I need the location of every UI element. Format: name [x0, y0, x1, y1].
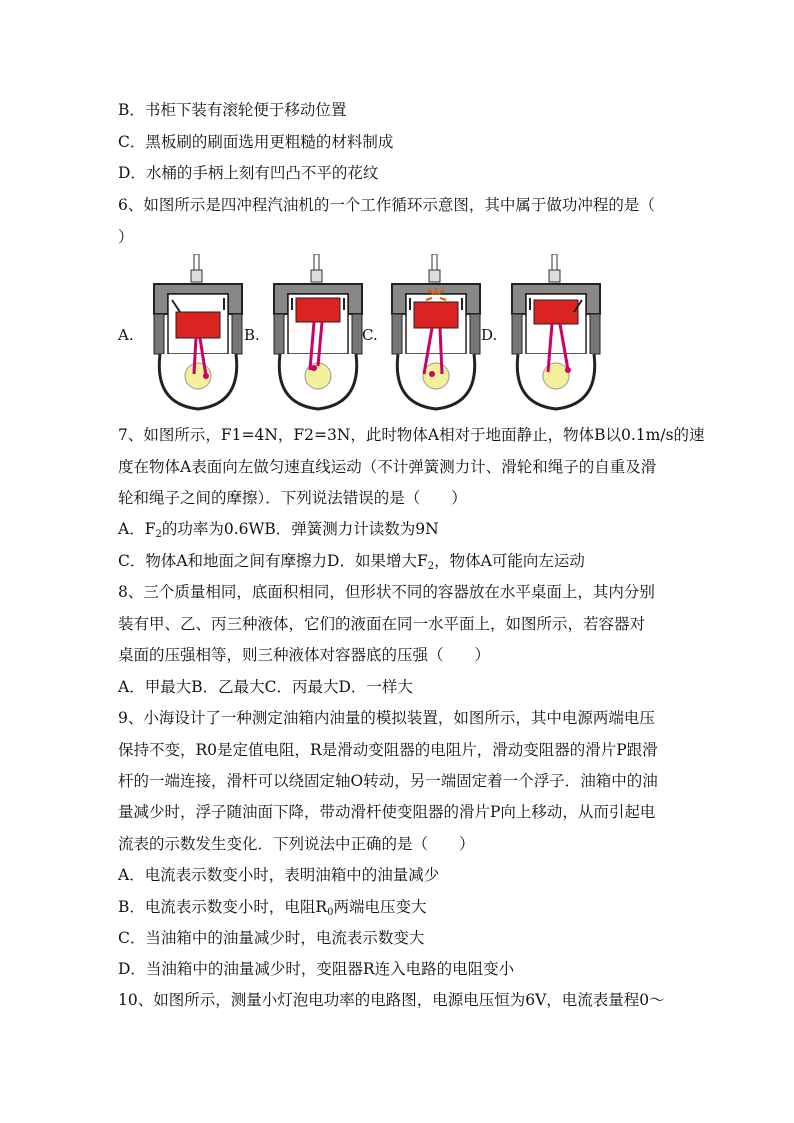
option-d-bucket-handle: D．水桶的手柄上刻有凹凸不平的花纹	[118, 164, 379, 182]
figure-label-a: A.	[118, 326, 134, 344]
q9-opt-b-prefix: B．电流表示数变小时，电阻R	[118, 898, 328, 916]
question-9-option-d: D．当油箱中的油量减少时，变阻器R连入电路的电阻变小	[118, 960, 515, 978]
engine-diagram-a	[150, 254, 254, 414]
engine-diagram-d	[508, 254, 612, 414]
question-9-stem-line3: 杆的一端连接，滑杆可以绕固定轴O转动，另一端固定着一个浮子．油箱中的油	[118, 772, 658, 790]
q7-opt-a-rest: 的功率为0.6WB．弹簧测力计读数为9N	[161, 520, 439, 538]
question-7-stem-line3: 轮和绳子之间的摩擦）．下列说法错误的是（ ）	[118, 489, 467, 507]
question-9-stem-line1: 9、小海设计了一种测定油箱内油量的模拟装置，如图所示，其中电源两端电压	[118, 709, 655, 727]
question-7-stem-line1: 7、如图所示，F1=4N，F2=3N，此时物体A相对于地面静止，物体B以0.1m/s的速	[118, 426, 705, 444]
question-6-stem-end: ）	[118, 228, 134, 246]
q7-opt-d-rest: ，物体A可能向左运动	[434, 552, 585, 570]
question-7-stem-line2: 度在物体A表面向左做匀速直线运动（不计弹簧测力计、滑轮和绳子的自重及滑	[118, 458, 657, 476]
question-8-options: A．甲最大B．乙最大C．丙最大D．一样大	[118, 678, 413, 696]
question-6-stem: 6、如图所示是四冲程汽油机的一个工作循环示意图，其中属于做功冲程的是（	[118, 196, 655, 214]
question-8-stem-line1: 8、三个质量相同，底面积相同，但形状不同的容器放在水平桌面上，其内分别	[118, 583, 655, 601]
question-8-stem-line3: 桌面的压强相等，则三种液体对容器底的压强（ ）	[118, 646, 491, 664]
engine-diagram-c	[388, 254, 492, 414]
question-7-options-cd	[118, 550, 585, 572]
question-9-stem-line4: 量减少时，浮子随油面下降，带动滑杆使变阻器的滑片P向上移动，从而引起电	[118, 803, 656, 821]
q9-opt-b-subscript: 0	[327, 907, 334, 918]
q9-opt-b-rest: 两端电压变大	[333, 898, 427, 916]
question-9-option-c: C．当油箱中的油量减少时，电流表示数变大	[118, 929, 425, 947]
question-9-stem-line5: 流表的示数发生变化．下列说法中正确的是（ ）	[118, 835, 475, 853]
question-9-option-a: A．电流表示数变小时，表明油箱中的油量减少	[118, 866, 440, 884]
figure-label-c: C.	[362, 326, 378, 344]
option-c-blackboard-eraser: C．黑板刷的刷面选用更粗糙的材料制成	[118, 133, 394, 151]
q7-opt-a-prefix: A．F	[118, 520, 156, 538]
q7-opt-d-subscript: 2	[427, 561, 435, 572]
question-9-option-b	[118, 896, 426, 918]
question-9-stem-line2: 保持不变，R0是定值电阻，R是滑动变阻器的电阻片，滑动变阻器的滑片P跟滑	[118, 741, 658, 759]
figure-label-b: B.	[244, 326, 260, 344]
figure-label-d: D.	[481, 326, 498, 344]
question-7-options-ab	[118, 518, 439, 540]
q7-opt-a-subscript: 2	[155, 529, 162, 540]
option-b-bookcase: B．书柜下装有滚轮便于移动位置	[118, 101, 347, 119]
q7-opt-c-prefix: C．物体A和地面之间有摩擦力D．如果增大F	[118, 552, 428, 570]
question-10-stem-line1: 10、如图所示，测量小灯泡电功率的电路图，电源电压恒为6V，电流表量程0～	[118, 991, 665, 1009]
question-8-stem-line2: 装有甲、乙、丙三种液体，它们的液面在同一水平面上，如图所示，若容器对	[118, 615, 646, 633]
engine-diagram-b	[270, 254, 374, 414]
